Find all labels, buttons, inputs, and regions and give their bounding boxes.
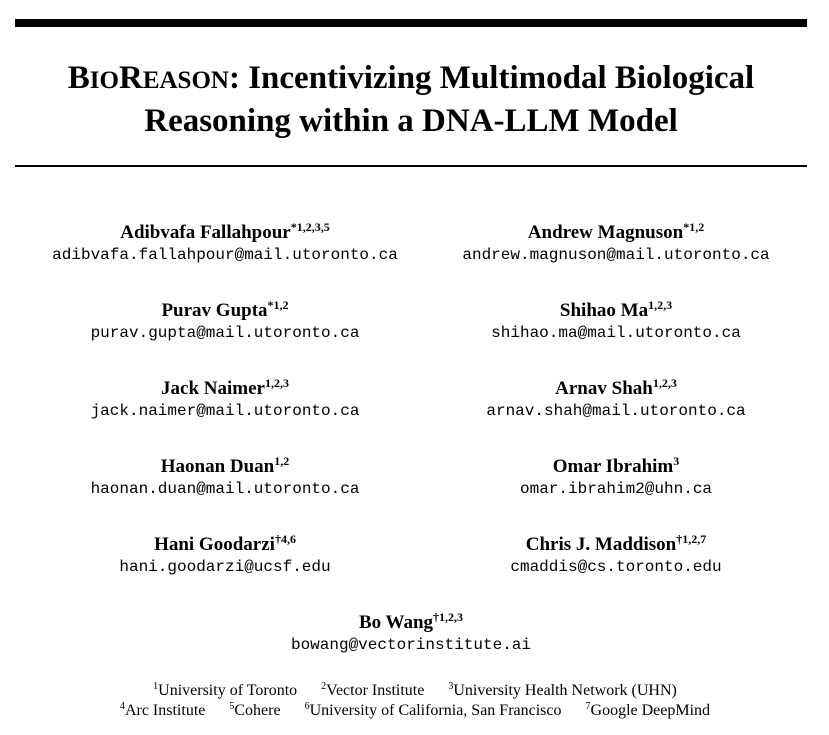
- author-affils: 3: [673, 454, 680, 468]
- affiliation-number: 7: [585, 701, 591, 712]
- author-email[interactable]: arnav.shah@mail.utoronto.ca: [486, 402, 746, 420]
- author-affils: 1,2,3: [648, 298, 673, 312]
- author-email[interactable]: adibvafa.fallahpour@mail.utoronto.ca: [52, 246, 398, 264]
- title-line-2: Reasoning within a DNA-LLM Model: [144, 103, 678, 139]
- affiliation: [586, 702, 711, 719]
- author-affils: 1,2: [689, 220, 705, 234]
- author-block: [406, 456, 826, 500]
- affiliation-number: 3: [448, 681, 454, 692]
- author-name-text: Jack Naimer: [161, 378, 265, 399]
- author-affils: 1,2,3: [652, 376, 677, 390]
- affiliation-number: 1: [153, 681, 159, 692]
- author-name-text: Arnav Shah: [555, 378, 653, 399]
- author-mark: †: [274, 532, 281, 546]
- author-block: [406, 534, 826, 578]
- author-email[interactable]: cmaddis@cs.toronto.edu: [510, 558, 722, 576]
- author-affils: 1,2,3: [264, 376, 289, 390]
- author-affils: 1,2,7: [682, 532, 707, 546]
- author-mark: *: [267, 298, 274, 312]
- author-affils: 1,2: [274, 454, 290, 468]
- author-name: [201, 612, 621, 634]
- affiliation-name: Vector Institute: [326, 682, 425, 699]
- author-name-text: Shihao Ma: [559, 300, 649, 321]
- author-block: [15, 300, 435, 344]
- top-rule: [15, 19, 807, 27]
- author-affils: 1,2,3,5: [296, 220, 330, 234]
- affiliation: [120, 702, 205, 719]
- author-affils: 1,2,3: [439, 610, 464, 624]
- author-name-text: Bo Wang: [358, 612, 434, 633]
- author-mark: †: [433, 610, 440, 624]
- author-block: [406, 222, 826, 266]
- author-block: [15, 456, 435, 500]
- bottom-rule: [15, 165, 807, 167]
- author-name-text: Andrew Magnuson: [527, 222, 684, 243]
- author-name: [406, 300, 826, 322]
- affiliation-name: Arc Institute: [124, 702, 206, 719]
- affiliation-name: University Health Network (UHN): [453, 682, 677, 699]
- author-name: [406, 378, 826, 400]
- affiliation-name: Google DeepMind: [590, 702, 711, 719]
- author-affils: 4,6: [280, 532, 296, 546]
- affiliations-row-2: [15, 701, 815, 721]
- affiliation: [448, 682, 677, 699]
- author-email[interactable]: haonan.duan@mail.utoronto.ca: [90, 480, 360, 498]
- affiliation-number: 5: [229, 701, 235, 712]
- author-name: [15, 222, 435, 244]
- title-line1-rest: : Incentivizing Multimodal Biological: [228, 60, 755, 96]
- author-name: [406, 456, 826, 478]
- author-mark: †: [676, 532, 683, 546]
- affiliation: [305, 702, 562, 719]
- affiliation-number: 6: [304, 701, 310, 712]
- affiliation: [321, 682, 424, 699]
- author-email[interactable]: andrew.magnuson@mail.utoronto.ca: [462, 246, 770, 264]
- affiliation-number: 4: [119, 701, 125, 712]
- author-affils: 1,2: [273, 298, 289, 312]
- title-name-b: B: [67, 60, 90, 96]
- author-block: [201, 612, 621, 656]
- author-mark: *: [683, 220, 690, 234]
- author-name: [15, 300, 435, 322]
- affiliation: [229, 702, 280, 719]
- title-name-r: R: [118, 60, 143, 96]
- author-block: [15, 222, 435, 266]
- author-name: [15, 456, 435, 478]
- affiliation-name: University of California, San Francisco: [309, 702, 562, 719]
- title-line-1: [15, 58, 807, 101]
- affiliation: [153, 682, 297, 699]
- author-email[interactable]: hani.goodarzi@ucsf.edu: [119, 558, 331, 576]
- affiliation-number: 2: [321, 681, 327, 692]
- affiliations: [15, 681, 815, 721]
- author-name-text: Haonan Duan: [160, 456, 275, 477]
- author-name-text: Chris J. Maddison: [525, 534, 677, 555]
- affiliation-name: University of Toronto: [158, 682, 298, 699]
- author-email[interactable]: purav.gupta@mail.utoronto.ca: [90, 324, 360, 342]
- author-name: [15, 378, 435, 400]
- author-name-text: Adibvafa Fallahpour: [120, 222, 291, 243]
- author-email[interactable]: jack.naimer@mail.utoronto.ca: [90, 402, 360, 420]
- author-email[interactable]: omar.ibrahim2@uhn.ca: [519, 480, 713, 498]
- author-block: [406, 300, 826, 344]
- affiliations-row-1: [15, 681, 815, 701]
- author-name: [406, 222, 826, 244]
- author-block: [406, 378, 826, 422]
- author-mark: *: [290, 220, 297, 234]
- title-name-eason: EASON: [142, 67, 229, 94]
- affiliation-name: Cohere: [234, 702, 281, 719]
- paper-title: [15, 58, 807, 141]
- author-name: [406, 534, 826, 556]
- author-name-text: Purav Gupta: [161, 300, 268, 321]
- author-block: [15, 534, 435, 578]
- author-name: [15, 534, 435, 556]
- title-name-io: IO: [89, 67, 119, 94]
- author-block: [15, 378, 435, 422]
- author-name-text: Omar Ibrahim: [552, 456, 674, 477]
- author-email[interactable]: shihao.ma@mail.utoronto.ca: [491, 324, 741, 342]
- author-email[interactable]: bowang@vectorinstitute.ai: [290, 636, 532, 654]
- author-name-text: Hani Goodarzi: [154, 534, 275, 555]
